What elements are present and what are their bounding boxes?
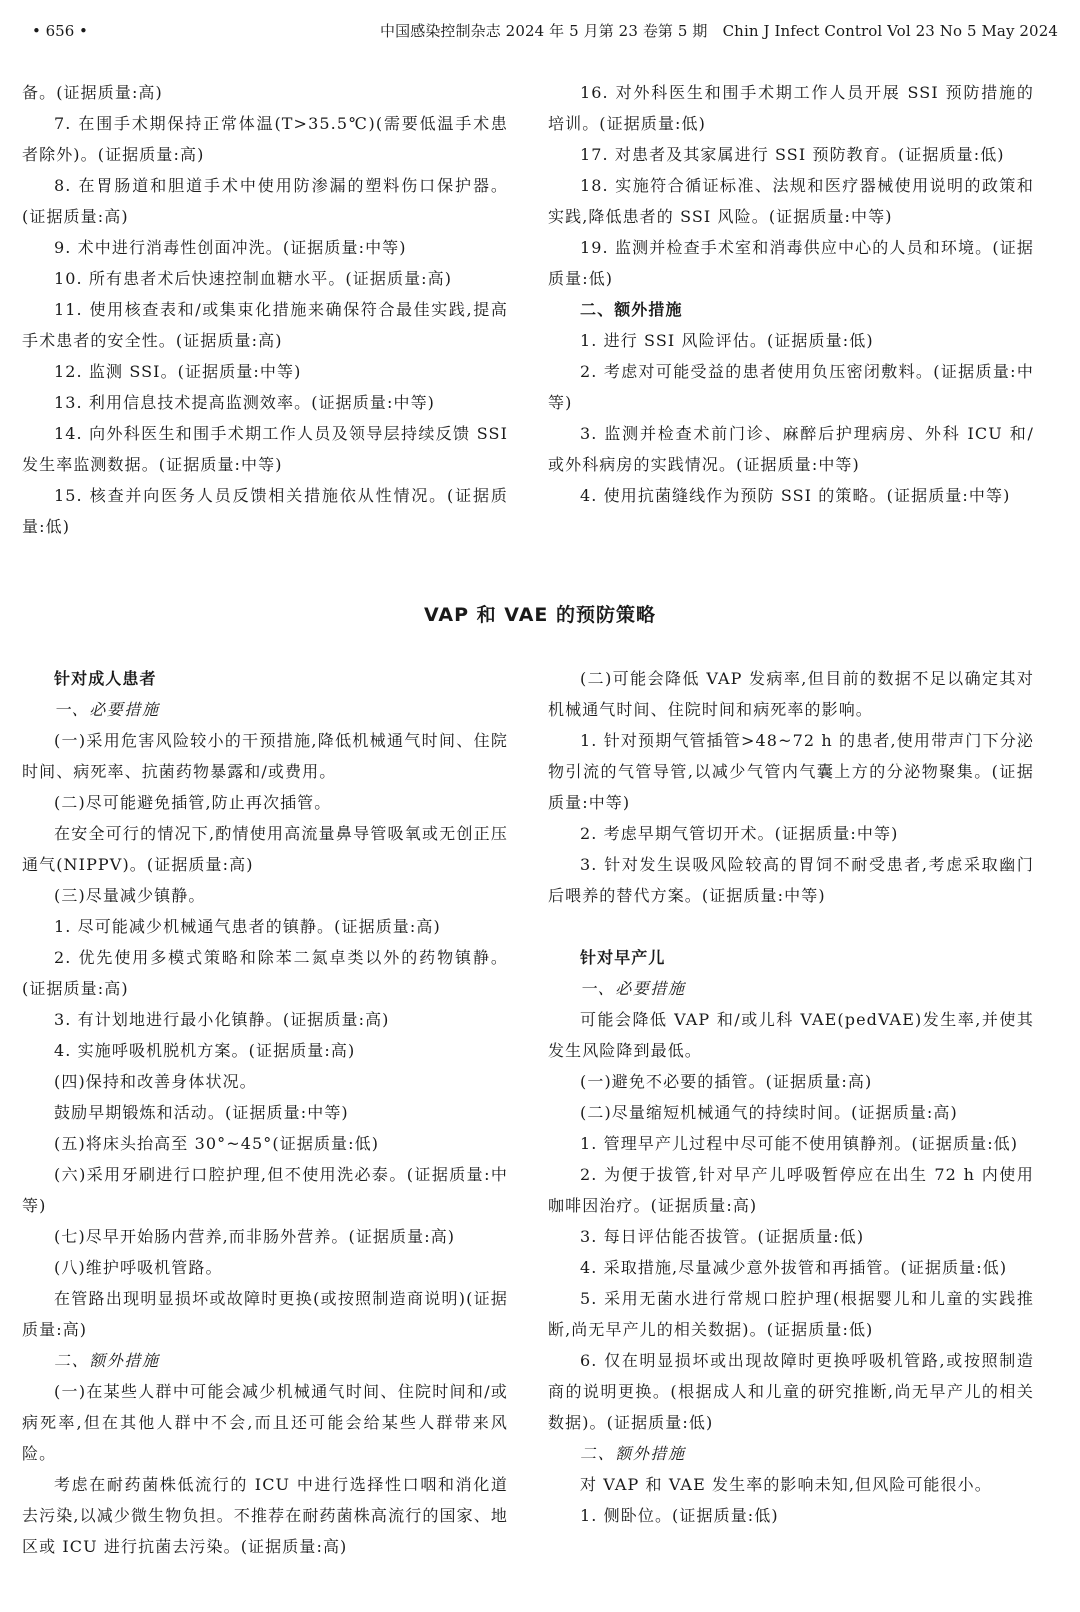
paragraph: 4. 使用抗菌缝线作为预防 SSI 的策略。(证据质量:中等) — [580, 486, 1011, 505]
paragraph: 12. 监测 SSI。(证据质量:中等) — [54, 362, 302, 381]
paragraph: 6. 仅在明显损坏或出现故障时更换呼吸机管路,或按照制造商的说明更换。(根据成人和儿童的研究推断,尚无早产儿的相关数据)。(证据质量:低) — [548, 1351, 1034, 1432]
paragraph: 2. 优先使用多模式策略和除苯二氮卓类以外的药物镇静。(证据质量:高) — [22, 948, 508, 998]
paragraph: 1. 针对预期气管插管>48~72 h 的患者,使用带声门下分泌物引流的气管导管,以减少气管内气囊上方的分泌物聚集。(证据质量:中等) — [548, 731, 1034, 812]
paragraph: 1. 进行 SSI 风险评估。(证据质量:低) — [580, 331, 874, 350]
paragraph: (二)尽量缩短机械通气的持续时间。(证据质量:高) — [580, 1103, 958, 1122]
paragraph: (三)尽量减少镇静。 — [54, 886, 206, 905]
paragraph: 15. 核查并向医务人员反馈相关措施依从性情况。(证据质量:低) — [22, 486, 508, 536]
paragraph: 4. 实施呼吸机脱机方案。(证据质量:高) — [54, 1041, 356, 1060]
paragraph: (四)保持和改善身体状况。 — [54, 1072, 257, 1091]
paragraph: 1. 侧卧位。(证据质量:低) — [580, 1506, 779, 1525]
paragraph: 1. 尽可能减少机械通气患者的镇静。(证据质量:高) — [54, 917, 441, 936]
paragraph: 13. 利用信息技术提高监测效率。(证据质量:中等) — [54, 393, 436, 412]
paragraph: (一)避免不必要的插管。(证据质量:高) — [580, 1072, 873, 1091]
paragraph: 5. 采用无菌水进行常规口腔护理(根据婴儿和儿童的实践推断,尚无早产儿的相关数据)。(证据质量:低) — [548, 1289, 1034, 1339]
paragraph: 1. 管理早产儿过程中尽可能不使用镇静剂。(证据质量:低) — [580, 1134, 1019, 1153]
journal-citation: 中国感染控制杂志 2024 年 5 月第 23 卷第 5 期 Chin J Infect Control Vol 23 No 5 May 2024 — [380, 22, 1058, 40]
subsection-heading: 针对早产儿 — [580, 948, 666, 967]
paragraph: 3. 有计划地进行最小化镇静。(证据质量:高) — [54, 1010, 390, 1029]
paragraph: (六)采用牙刷进行口腔护理,但不使用洗必泰。(证据质量:中等) — [22, 1165, 508, 1215]
paragraph: 鼓励早期锻炼和活动。(证据质量:中等) — [54, 1103, 349, 1122]
spacer — [548, 911, 1034, 942]
paragraph: 11. 使用核查表和/或集束化措施来确保符合最佳实践,提高手术患者的安全性。(证据质量:高) — [22, 300, 508, 350]
category-heading: 二、额外措施 — [580, 1444, 686, 1463]
paragraph: 2. 考虑早期气管切开术。(证据质量:中等) — [580, 824, 899, 843]
paragraph: (二)可能会降低 VAP 发病率,但目前的数据不足以确定其对机械通气时间、住院时间和病死率的影响。 — [548, 669, 1034, 719]
paragraph: 对 VAP 和 VAE 发生率的影响未知,但风险可能很小。 — [580, 1475, 992, 1494]
paragraph: 8. 在胃肠道和胆道手术中使用防渗漏的塑料伤口保护器。(证据质量:高) — [22, 176, 508, 226]
paragraph: (五)将床头抬高至 30°~45°(证据质量:低) — [54, 1134, 380, 1153]
paragraph: 3. 针对发生误吸风险较高的胃饲不耐受患者,考虑采取幽门后喂养的替代方案。(证据质量:中等) — [548, 855, 1034, 905]
paragraph: (八)维护呼吸机管路。 — [54, 1258, 223, 1277]
paragraph: 10. 所有患者术后快速控制血糖水平。(证据质量:高) — [54, 269, 453, 288]
page-number: • 656 • — [32, 22, 88, 40]
paragraph: 3. 每日评估能否拔管。(证据质量:低) — [580, 1227, 865, 1246]
vap-left-column — [22, 663, 508, 1562]
paragraph: 3. 监测并检查术前门诊、麻醉后护理病房、外科 ICU 和/或外科病房的实践情况。(证据质量:中等) — [548, 424, 1034, 474]
paragraph: 19. 监测并检查手术室和消毒供应中心的人员和环境。(证据质量:低) — [548, 238, 1034, 288]
paragraph: 16. 对外科医生和围手术期工作人员开展 SSI 预防措施的培训。(证据质量:低) — [548, 83, 1034, 133]
category-heading: 一、必要措施 — [580, 979, 686, 998]
paragraph: (二)尽可能避免插管,防止再次插管。 — [54, 793, 332, 812]
vap-right-column — [548, 663, 1034, 1531]
subsection-heading: 针对成人患者 — [54, 669, 157, 688]
subsection-heading: 二、额外措施 — [580, 300, 683, 319]
paragraph: 2. 考虑对可能受益的患者使用负压密闭敷料。(证据质量:中等) — [548, 362, 1034, 412]
category-heading: 一、必要措施 — [54, 700, 160, 719]
ssi-right-column — [548, 77, 1034, 511]
paragraph: 可能会降低 VAP 和/或儿科 VAE(pedVAE)发生率,并使其发生风险降到最低。 — [548, 1010, 1034, 1060]
running-header — [22, 20, 1058, 42]
paragraph: (一)在某些人群中可能会减少机械通气时间、住院时间和/或病死率,但在其他人群中不会,而且还可能会给某些人群带来风险。 — [22, 1382, 508, 1463]
paragraph: (一)采用危害风险较小的干预措施,降低机械通气时间、住院时间、病死率、抗菌药物暴露和/或费用。 — [22, 731, 508, 781]
paragraph: 2. 为便于拔管,针对早产儿呼吸暂停应在出生 72 h 内使用咖啡因治疗。(证据质量:高) — [548, 1165, 1034, 1215]
paragraph: 18. 实施符合循证标准、法规和医疗器械使用说明的政策和实践,降低患者的 SSI 风险。(证据质量:中等) — [548, 176, 1034, 226]
paragraph: (七)尽早开始肠内营养,而非肠外营养。(证据质量:高) — [54, 1227, 456, 1246]
paragraph: 7. 在围手术期保持正常体温(T>35.5℃)(需要低温手术患者除外)。(证据质量:高) — [22, 114, 508, 164]
section-title: VAP 和 VAE 的预防策略 — [424, 604, 656, 626]
paragraph: 9. 术中进行消毒性创面冲洗。(证据质量:中等) — [54, 238, 407, 257]
category-heading: 二、额外措施 — [54, 1351, 160, 1370]
paragraph: 在管路出现明显损坏或故障时更换(或按照制造商说明)(证据质量:高) — [22, 1289, 508, 1339]
paragraph: 备。(证据质量:高) — [22, 83, 163, 102]
paragraph: 考虑在耐药菌株低流行的 ICU 中进行选择性口咽和消化道去污染,以减少微生物负担。不推荐在耐药菌株高流行的国家、地区或 ICU 进行抗菌去污染。(证据质量:高) — [22, 1475, 508, 1556]
paragraph: 在安全可行的情况下,酌情使用高流量鼻导管吸氧或无创正压通气(NIPPV)。(证据质量:高) — [22, 824, 508, 874]
paragraph: 4. 采取措施,尽量减少意外拔管和再插管。(证据质量:低) — [580, 1258, 1008, 1277]
ssi-left-column — [22, 77, 508, 542]
paragraph: 17. 对患者及其家属进行 SSI 预防教育。(证据质量:低) — [580, 145, 1005, 164]
paragraph: 14. 向外科医生和围手术期工作人员及领导层持续反馈 SSI 发生率监测数据。(证据质量:中等) — [22, 424, 508, 474]
